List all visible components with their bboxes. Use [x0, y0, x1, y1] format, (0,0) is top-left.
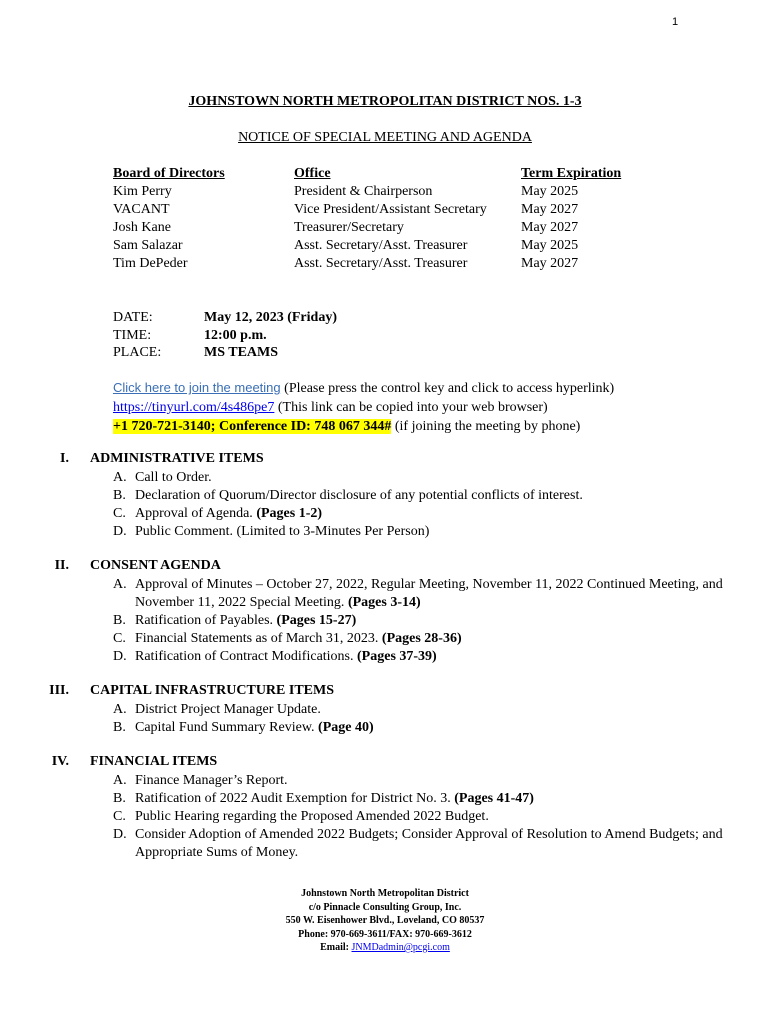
document-subtitle: NOTICE OF SPECIAL MEETING AND AGENDA [238, 130, 532, 145]
term-header: Term Expiration [521, 166, 622, 181]
item-letter: A. [113, 470, 127, 485]
footer-address [0, 887, 770, 955]
item-text: Public Comment. (Limited to 3-Minutes Per Person) [135, 524, 430, 539]
phone-conference-id: +1 720-721-3140; Conference ID: 748 067 344# [113, 419, 392, 434]
section-number: III. [49, 683, 69, 698]
item-pages: (Pages 3-14) [347, 595, 421, 610]
item-letter: B. [113, 791, 126, 806]
board-office: Treasurer/Secretary [294, 220, 404, 235]
section-items [113, 772, 723, 862]
section-items [113, 701, 723, 737]
item-letter: C. [113, 506, 126, 521]
meeting-values [204, 309, 337, 362]
board-name: Josh Kane [113, 220, 171, 235]
section-number: IV. [51, 754, 69, 769]
item-letter: A. [113, 577, 127, 592]
item-text: Ratification of Payables. [135, 613, 277, 628]
item-pages: (Pages 1-2) [256, 506, 323, 521]
agenda-item [113, 469, 723, 487]
board-term: May 2025 [521, 184, 579, 199]
agenda-item [113, 505, 723, 523]
item-text: Ratification of 2022 Audit Exemption for District No. 3. [135, 791, 455, 806]
item-text: Call to Order. [135, 470, 212, 485]
board-names-column [113, 165, 225, 273]
section-items [113, 469, 723, 541]
board-name: VACANT [113, 202, 170, 217]
board-term: May 2027 [521, 256, 579, 271]
office-header: Office [294, 166, 331, 181]
item-pages: (Page 40) [318, 720, 374, 735]
section-heading: ADMINISTRATIVE ITEMS [90, 451, 264, 466]
footer-line: Phone: 970-669-3611/FAX: 970-669-3612 [298, 928, 472, 940]
item-letter: A. [113, 702, 127, 717]
item-text: Consider Adoption of Amended 2022 Budgets; Consider Approval of Resolution to Amend Budgets; and Appropriate Sums of Money. [135, 827, 723, 860]
agenda-item [113, 487, 723, 505]
board-term: May 2025 [521, 238, 579, 253]
section-number: I. [60, 451, 69, 466]
meeting-time: 12:00 p.m. [204, 327, 267, 343]
board-office: Vice President/Assistant Secretary [294, 202, 487, 217]
footer-line: c/o Pinnacle Consulting Group, Inc. [308, 901, 462, 913]
agenda-item [113, 790, 723, 808]
board-term: May 2027 [521, 220, 579, 235]
meeting-date: May 12, 2023 (Friday) [204, 310, 337, 325]
agenda-item [113, 808, 723, 826]
document-title: JOHNSTOWN NORTH METROPOLITAN DISTRICT NOS. 1-3 [188, 94, 582, 109]
tinyurl-link[interactable]: https://tinyurl.com/4s486pe7 [113, 400, 275, 415]
item-text: Public Hearing regarding the Proposed Amended 2022 Budget. [135, 809, 489, 824]
board-term-column [521, 165, 621, 273]
item-pages: (Pages 37-39) [357, 649, 437, 664]
item-letter: B. [113, 488, 126, 503]
item-letter: D. [113, 827, 127, 842]
item-pages: (Pages 41-47) [454, 791, 534, 806]
footer-line: 550 W. Eisenhower Blvd., Loveland, CO 80537 [285, 915, 485, 926]
agenda-item [113, 826, 723, 862]
item-letter: A. [113, 773, 127, 788]
section-heading: CAPITAL INFRASTRUCTURE ITEMS [90, 683, 335, 698]
item-text: Ratification of Contract Modifications. [135, 649, 358, 664]
item-letter: B. [113, 720, 126, 735]
meeting-labels [113, 309, 161, 362]
item-letter: B. [113, 613, 126, 628]
board-office-column [294, 165, 487, 273]
board-name: Tim DePeder [113, 256, 188, 271]
item-text: District Project Manager Update. [135, 702, 321, 717]
board-name: Kim Perry [113, 184, 172, 199]
section-heading: FINANCIAL ITEMS [90, 754, 218, 769]
meeting-place: MS TEAMS [204, 345, 279, 360]
item-letter: D. [113, 649, 127, 664]
section-heading: CONSENT AGENDA [90, 558, 221, 573]
board-office: Asst. Secretary/Asst. Treasurer [294, 238, 468, 253]
agenda-item [113, 701, 723, 719]
agenda-item [113, 772, 723, 790]
item-letter: C. [113, 631, 126, 646]
agenda-item [113, 523, 723, 541]
page-number: 1 [672, 16, 679, 28]
item-text: Declaration of Quorum/Director disclosure of any potential conflicts of interest. [135, 488, 583, 503]
item-text: Capital Fund Summary Review. [135, 720, 319, 735]
item-text: Financial Statements as of March 31, 2023. [135, 631, 382, 646]
phone-note: (if joining the meeting by phone) [391, 419, 581, 434]
email-label: Email: [320, 942, 352, 953]
item-pages: (Pages 15-27) [276, 613, 357, 628]
agenda-item [113, 576, 723, 612]
item-text: Approval of Agenda. [135, 506, 257, 521]
item-letter: C. [113, 809, 126, 824]
email-link[interactable]: JNMDadmin@pcgi.com [351, 942, 450, 953]
time-label: TIME: [113, 327, 152, 343]
meeting-links [113, 378, 614, 436]
place-label: PLACE: [113, 345, 162, 360]
board-header: Board of Directors [113, 166, 225, 181]
tinyurl-note: (This link can be copied into your web browser) [274, 400, 548, 415]
board-office: President & Chairperson [294, 184, 433, 199]
join-meeting-link[interactable]: Click here to join the meeting [113, 380, 281, 395]
agenda-item [113, 612, 723, 630]
agenda-item [113, 719, 723, 737]
board-office: Asst. Secretary/Asst. Treasurer [294, 256, 468, 271]
board-term: May 2027 [521, 202, 579, 217]
agenda-item [113, 630, 723, 648]
join-note: (Please press the control key and click to access hyperlink) [280, 381, 615, 396]
item-letter: D. [113, 524, 127, 539]
agenda-item [113, 648, 723, 666]
footer-line: Johnstown North Metropolitan District [301, 888, 469, 899]
section-items [113, 576, 723, 666]
item-text: Finance Manager’s Report. [135, 773, 288, 788]
item-text: Approval of Minutes – October 27, 2022, Regular Meeting, November 11, 2022 Continued Meeting, and November 11, 2022 Special Meeting. [135, 577, 723, 610]
section-number: II. [54, 558, 69, 573]
board-name: Sam Salazar [113, 238, 183, 253]
item-pages: (Pages 28-36) [381, 631, 462, 646]
date-label: DATE: [113, 310, 153, 325]
